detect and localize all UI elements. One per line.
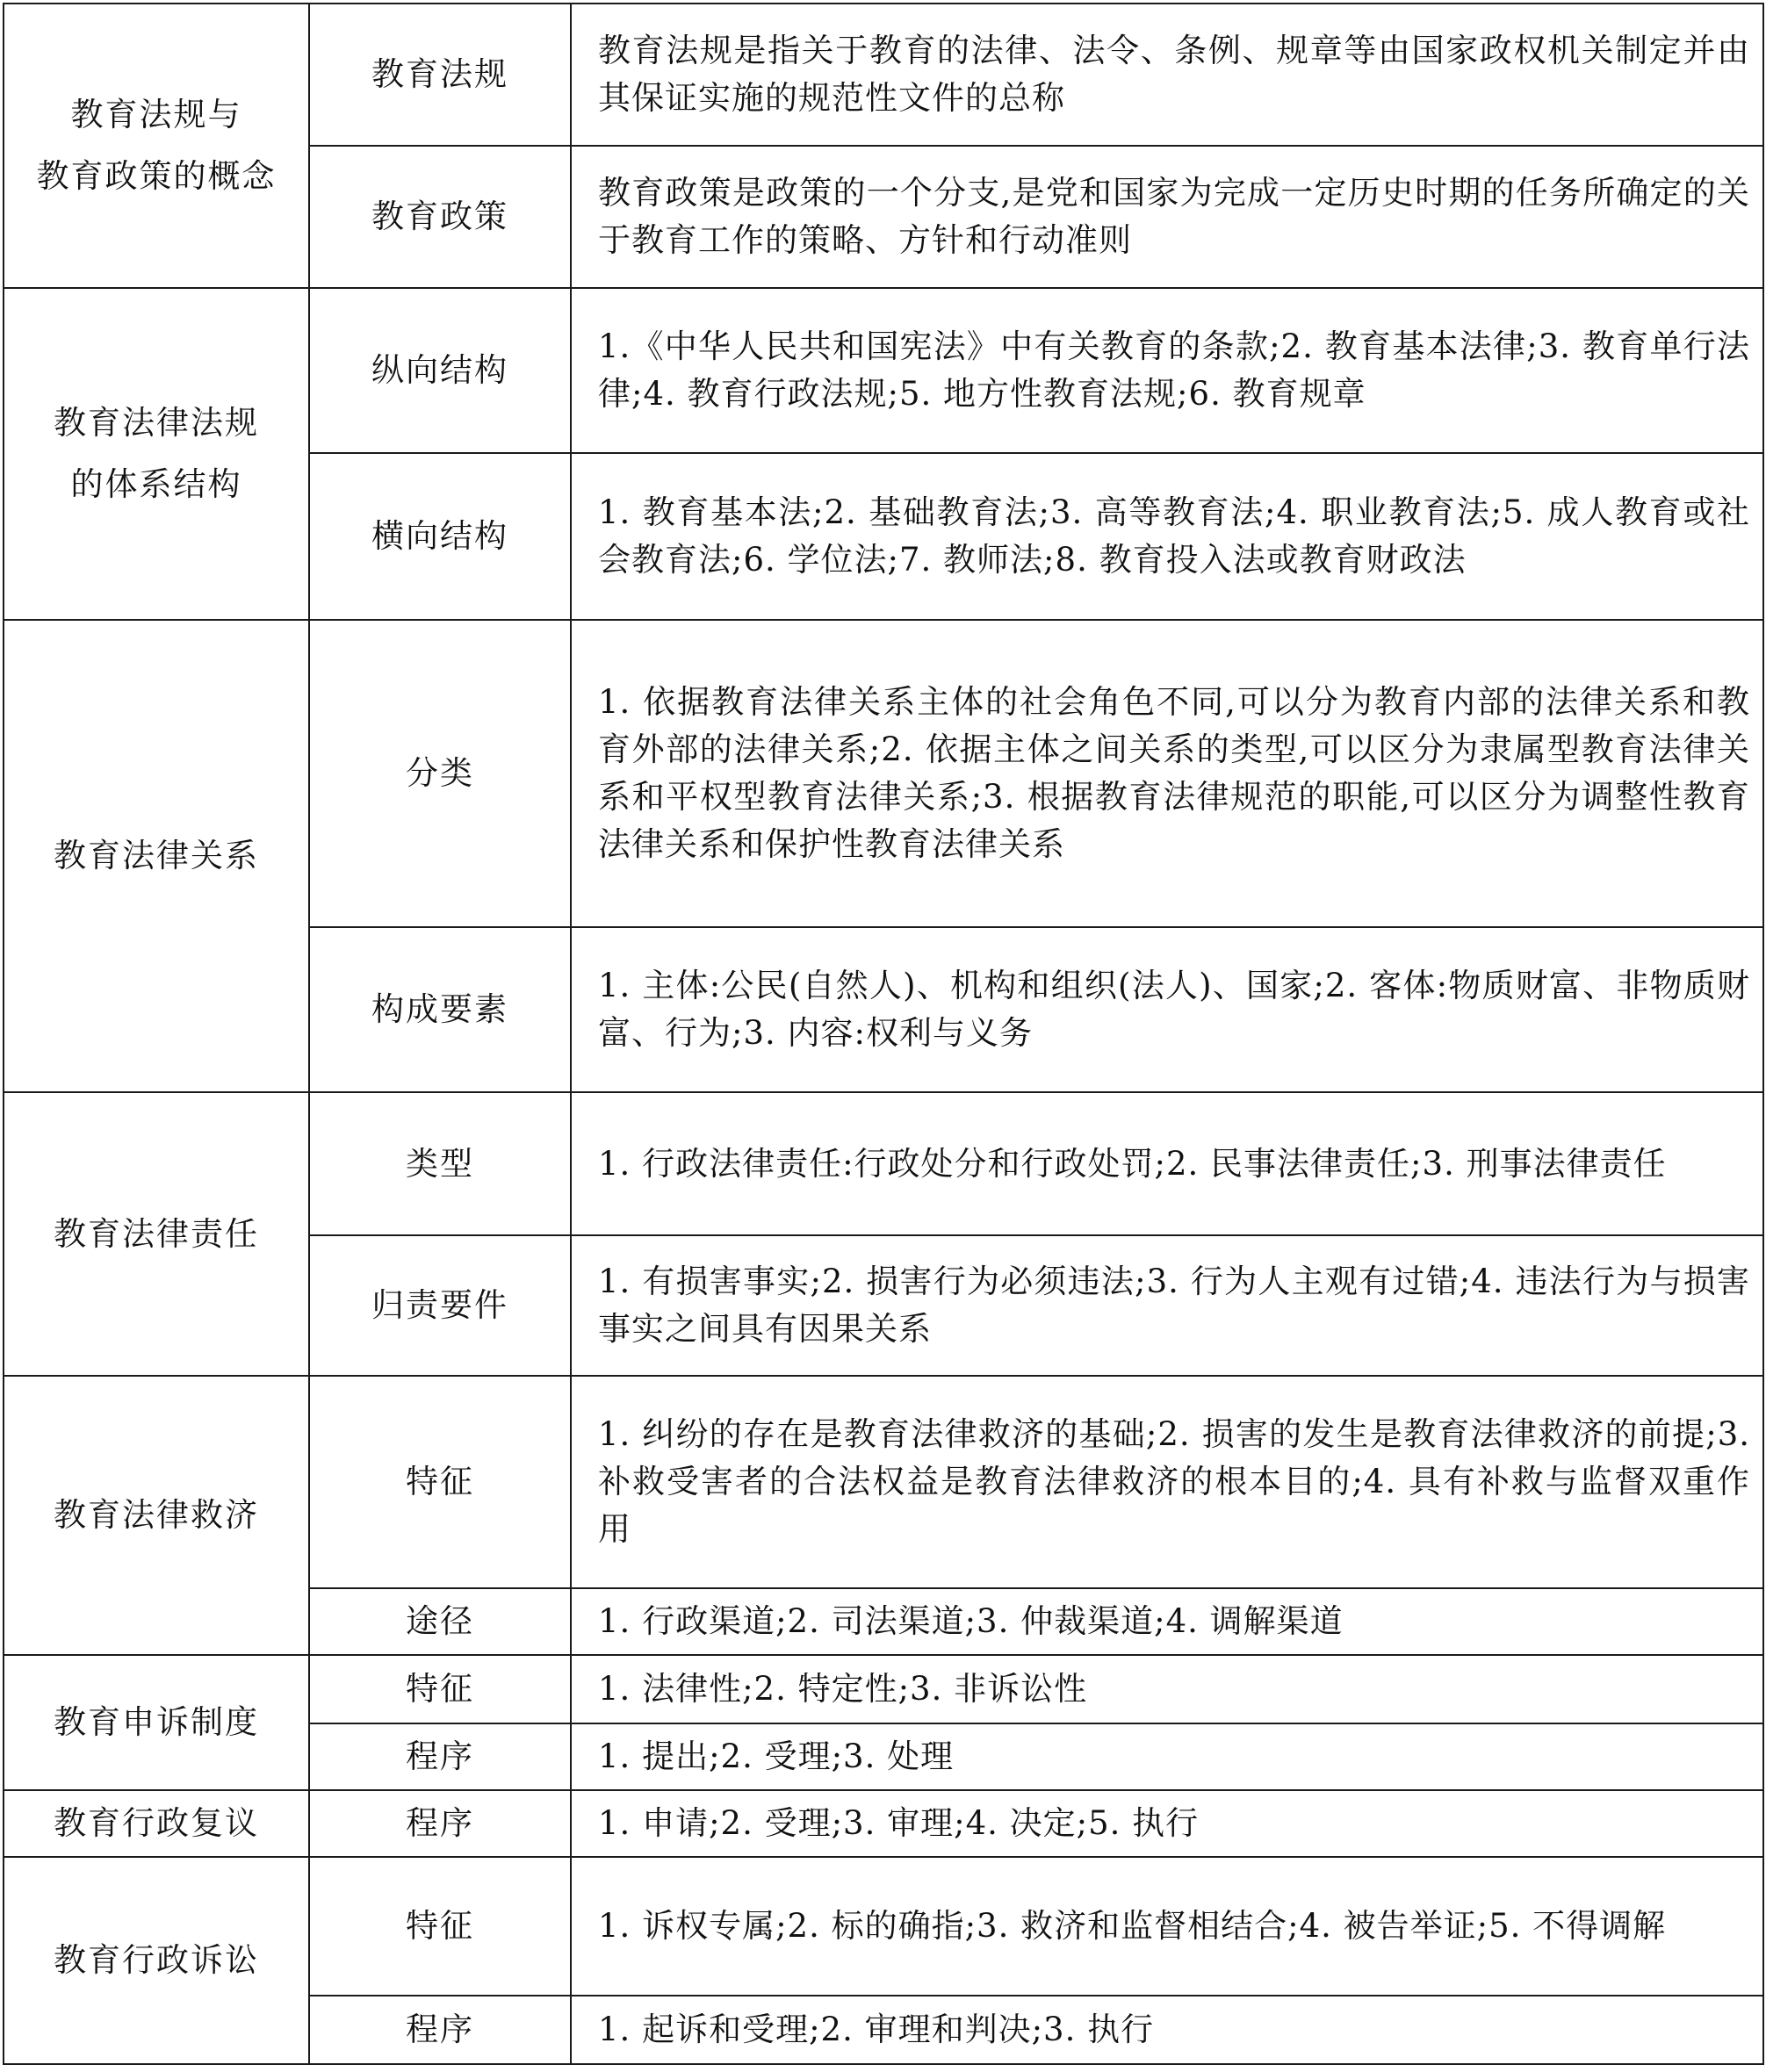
- subcategory-cell: [309, 1655, 571, 1723]
- category-label: 教育法律关系: [54, 837, 259, 874]
- subcategory-cell: [309, 1376, 571, 1588]
- description-cell: [571, 1723, 1763, 1790]
- description-cell: [571, 1376, 1763, 1588]
- table-row: [4, 1092, 1763, 1235]
- category-label: 教育法律法规 的体系结构: [54, 404, 259, 503]
- subcategory-cell: [309, 1857, 571, 1996]
- subcategory-label: 教育政策: [371, 198, 508, 235]
- table-row: [4, 1655, 1763, 1723]
- subcategory-label: 程序: [406, 1804, 474, 1842]
- description-cell: [571, 453, 1763, 620]
- description-cell: [571, 1996, 1763, 2064]
- category-cell: [4, 1857, 309, 2064]
- subcategory-label: 横向结构: [371, 517, 508, 555]
- subcategory-cell: [309, 288, 571, 453]
- category-cell: [4, 1790, 309, 1857]
- description-text: 1. 教育基本法;2. 基础教育法;3. 高等教育法;4. 职业教育法;5. 成人教育或社会教育法;6. 学位法;7. 教师法;8. 教育投入法或教育财政法: [598, 493, 1750, 579]
- description-text: 教育法规是指关于教育的法律、法令、条例、规章等由国家政权机关制定并由其保证实施的规范性文件的总称: [598, 32, 1750, 117]
- category-label: 教育法规与 教育政策的概念: [36, 96, 277, 195]
- category-label: 教育行政复议: [54, 1804, 259, 1842]
- description-cell: [571, 1790, 1763, 1857]
- description-cell: [571, 1655, 1763, 1723]
- description-text: 1. 行政渠道;2. 司法渠道;3. 仲裁渠道;4. 调解渠道: [598, 1602, 1344, 1640]
- subcategory-label: 教育法规: [371, 55, 508, 93]
- table-row: [4, 288, 1763, 453]
- description-cell: [571, 1235, 1763, 1376]
- description-cell: [571, 927, 1763, 1092]
- subcategory-cell: [309, 1996, 571, 2064]
- category-cell: [4, 620, 309, 1092]
- subcategory-cell: [309, 927, 571, 1092]
- description-text: 1. 申请;2. 受理;3. 审理;4. 决定;5. 执行: [598, 1804, 1200, 1842]
- description-cell: [571, 1588, 1763, 1655]
- description-text: 1. 有损害事实;2. 损害行为必须违法;3. 行为人主观有过错;4. 违法行为与损害事实之间具有因果关系: [598, 1263, 1750, 1348]
- subcategory-label: 途径: [406, 1602, 474, 1640]
- description-cell: [571, 146, 1763, 288]
- description-text: 1. 主体:公民(自然人)、机构和组织(法人)、国家;2. 客体:物质财富、非物质财富、行为;3. 内容:权利与义务: [598, 967, 1750, 1052]
- category-label: 教育法律责任: [54, 1214, 259, 1253]
- category-label: 教育法律救济: [54, 1496, 259, 1534]
- table-row: [4, 1790, 1763, 1857]
- description-text: 1. 提出;2. 受理;3. 处理: [598, 1737, 955, 1775]
- subcategory-label: 特征: [406, 1670, 474, 1708]
- subcategory-cell: [309, 1790, 571, 1857]
- description-cell: [571, 620, 1763, 927]
- category-label: 教育申诉制度: [54, 1703, 259, 1741]
- description-text: 1. 诉权专属;2. 标的确指;3. 救济和监督相结合;4. 被告举证;5. 不得调解: [598, 1907, 1667, 1945]
- description-cell: [571, 1857, 1763, 1996]
- subcategory-label: 构成要素: [371, 990, 508, 1028]
- description-text: 1. 法律性;2. 特定性;3. 非诉讼性: [598, 1670, 1088, 1708]
- subcategory-cell: [309, 620, 571, 927]
- description-cell: [571, 288, 1763, 453]
- subcategory-cell: [309, 1235, 571, 1376]
- subcategory-label: 纵向结构: [371, 351, 508, 389]
- subcategory-cell: [309, 1588, 571, 1655]
- description-text: 1. 纠纷的存在是教育法律救济的基础;2. 损害的发生是教育法律救济的前提;3. 补救受害者的合法权益是教育法律救济的根本目的;4. 具有补救与监督双重作用: [598, 1415, 1750, 1548]
- subcategory-label: 特征: [406, 1907, 474, 1945]
- table-row: [4, 620, 1763, 927]
- table-row: [4, 4, 1763, 146]
- category-label: 教育行政诉讼: [54, 1941, 259, 1979]
- subcategory-cell: [309, 1092, 571, 1235]
- description-text: 1. 行政法律责任:行政处分和行政处罚;2. 民事法律责任;3. 刑事法律责任: [598, 1144, 1667, 1183]
- description-text: 1. 起诉和受理;2. 审理和判决;3. 执行: [598, 2011, 1155, 2048]
- table-row: [4, 1376, 1763, 1588]
- subcategory-cell: [309, 146, 571, 288]
- description-text: 教育政策是政策的一个分支,是党和国家为完成一定历史时期的任务所确定的关于教育工作的策略、方针和行动准则: [598, 174, 1750, 259]
- category-cell: [4, 1092, 309, 1376]
- subcategory-label: 特征: [406, 1463, 474, 1500]
- description-cell: [571, 4, 1763, 146]
- description-text: 1. 依据教育法律关系主体的社会角色不同,可以分为教育内部的法律关系和教育外部的法律关系;2. 依据主体之间关系的类型,可以区分为隶属型教育法律关系和平权型教育法律关系;3. 根据教育法律规范的职能,可以区分为调整性教育法律关系和保护性教育法律关系: [598, 683, 1750, 863]
- description-cell: [571, 1092, 1763, 1235]
- subcategory-cell: [309, 1723, 571, 1790]
- category-cell: [4, 288, 309, 620]
- category-cell: [4, 1376, 309, 1655]
- subcategory-label: 分类: [406, 754, 474, 792]
- subcategory-label: 程序: [406, 2011, 474, 2048]
- subcategory-cell: [309, 4, 571, 146]
- description-text: 1.《中华人民共和国宪法》中有关教育的条款;2. 教育基本法律;3. 教育单行法律;4. 教育行政法规;5. 地方性教育法规;6. 教育规章: [598, 327, 1750, 413]
- knowledge-table: [3, 3, 1764, 2065]
- subcategory-cell: [309, 453, 571, 620]
- category-cell: [4, 4, 309, 288]
- table-row: [4, 1857, 1763, 1996]
- subcategory-label: 类型: [406, 1144, 474, 1183]
- subcategory-label: 归责要件: [371, 1286, 508, 1324]
- category-cell: [4, 1655, 309, 1790]
- subcategory-label: 程序: [406, 1737, 474, 1775]
